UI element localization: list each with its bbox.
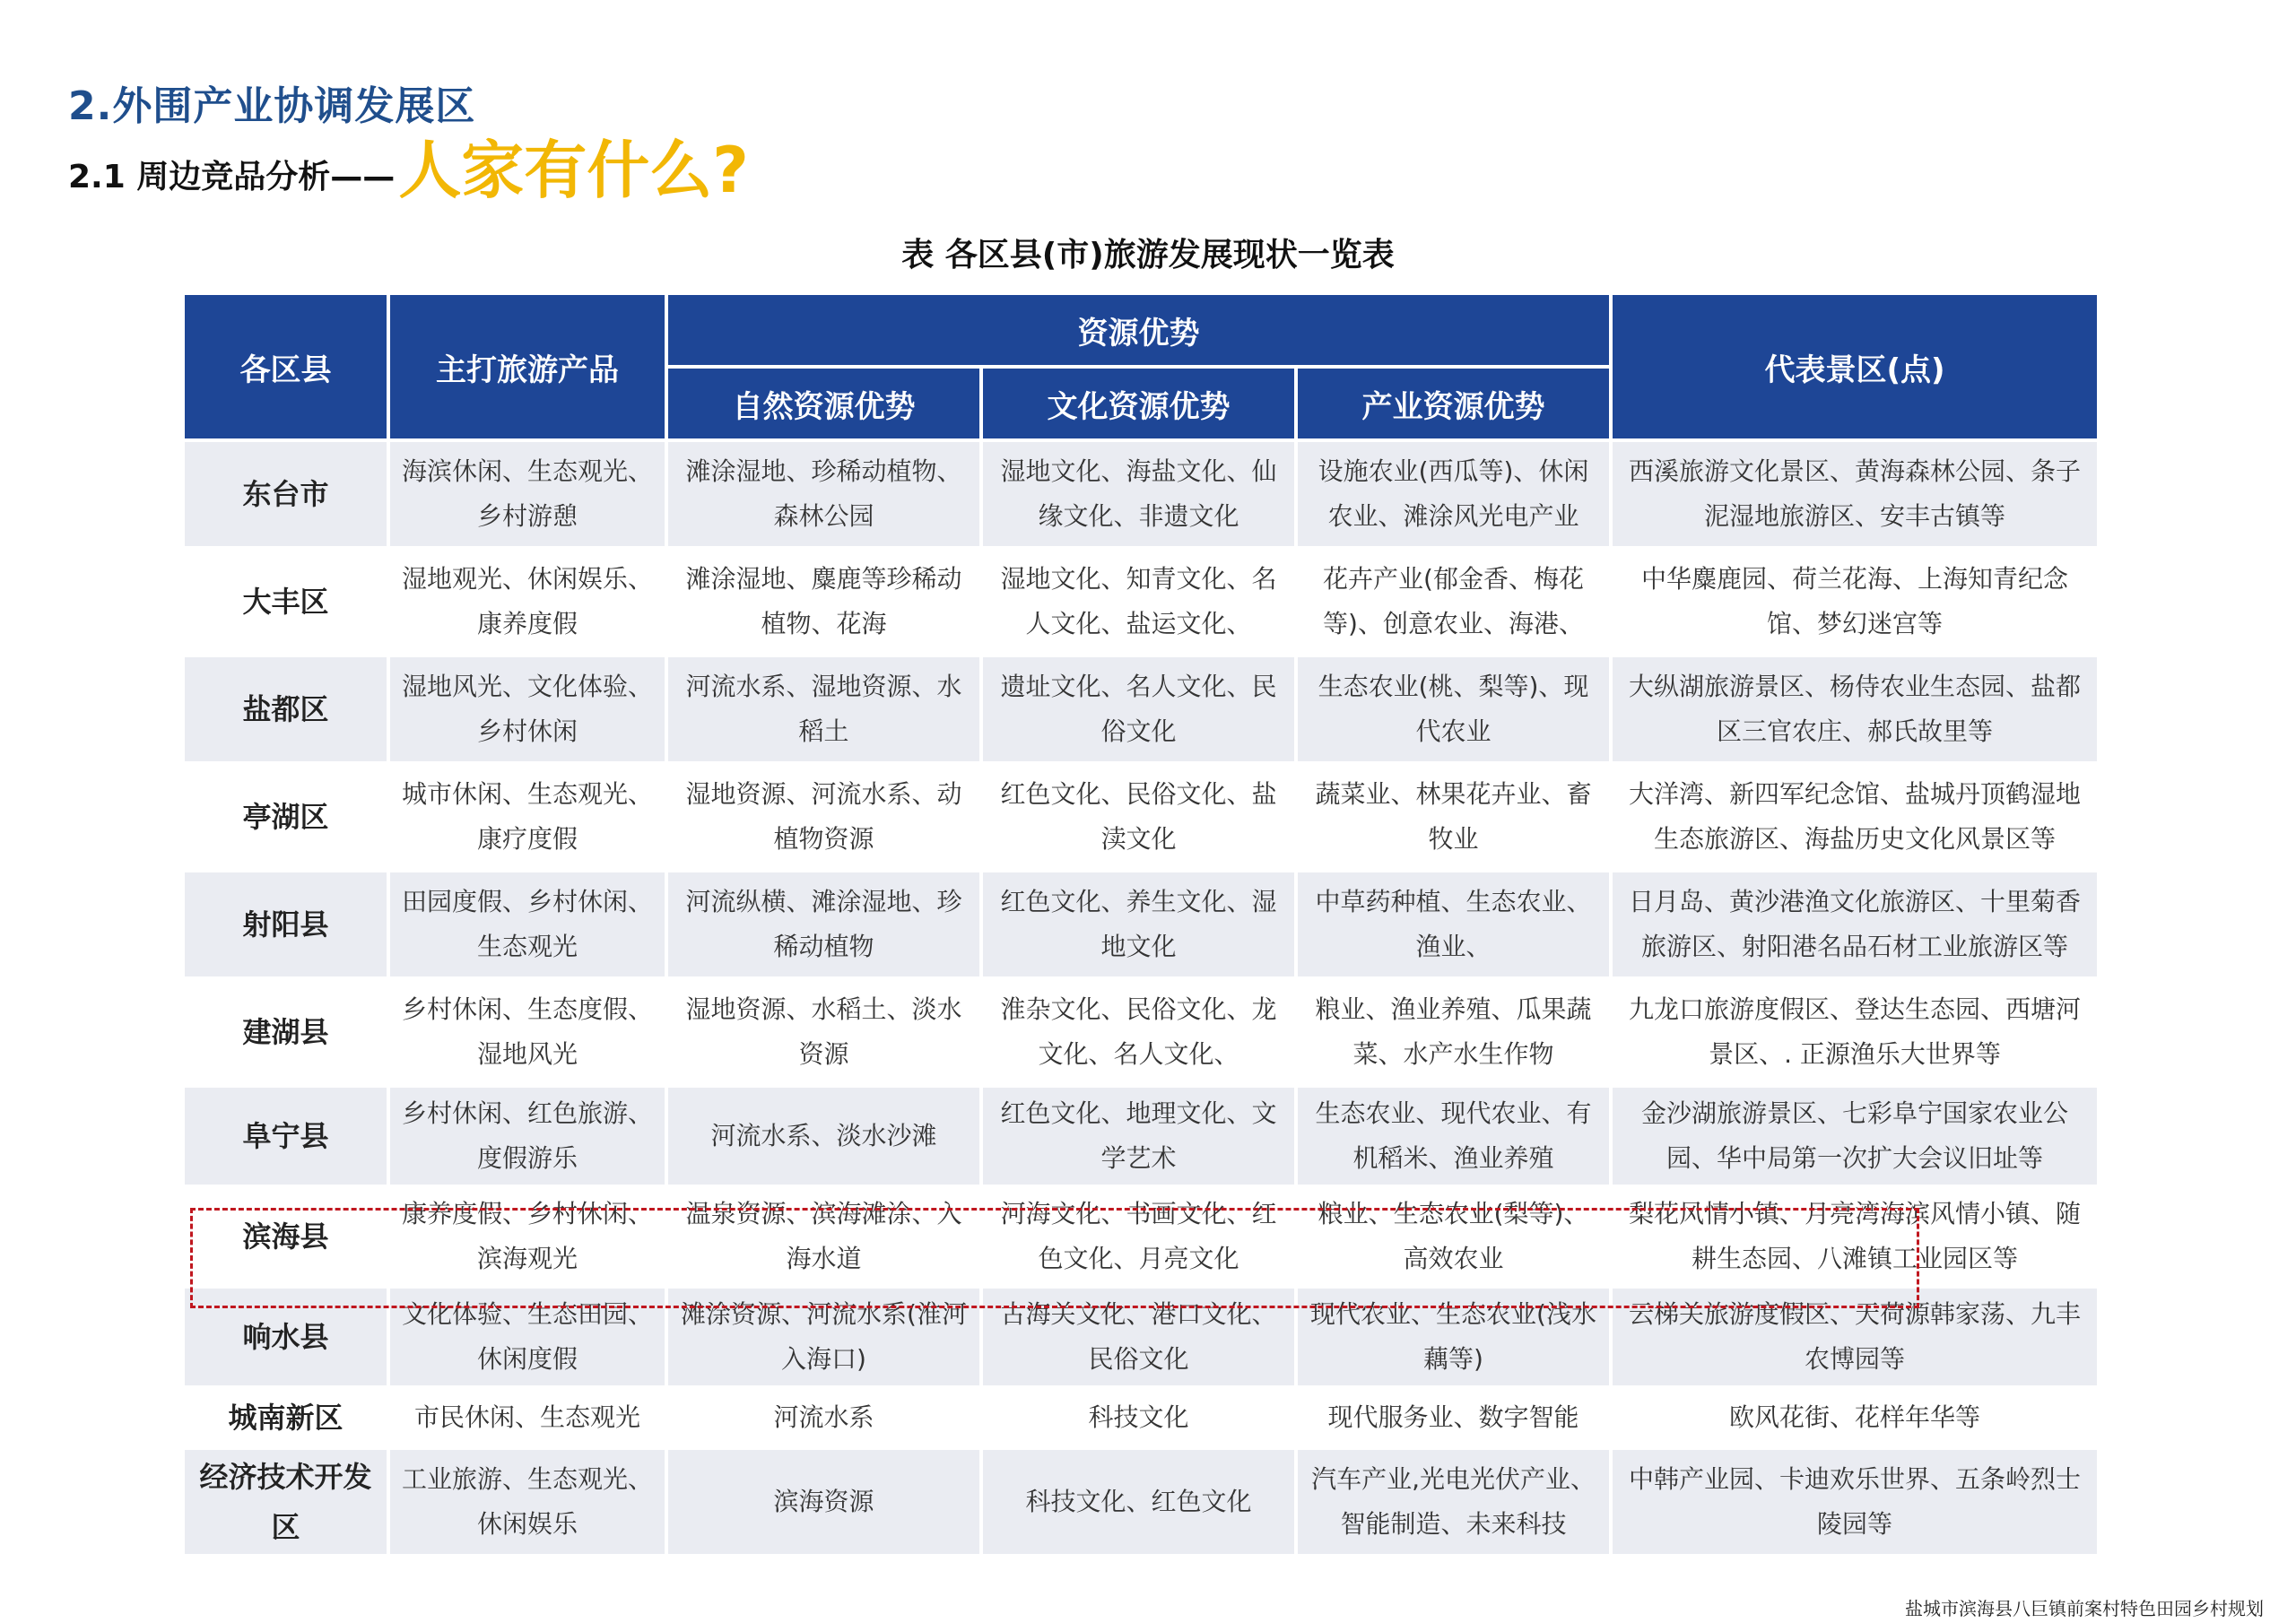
industrial-cell: 粮业、渔业养殖、瓜果蔬菜、水产水生作物 — [1298, 980, 1609, 1084]
industrial-cell: 现代农业、生态农业(浅水藕等) — [1298, 1289, 1609, 1385]
product-cell: 海滨休闲、生态观光、乡村游憩 — [390, 442, 665, 546]
product-cell: 文化体验、生态田园、休闲度假 — [390, 1289, 665, 1385]
product-cell: 市民休闲、生态观光 — [390, 1389, 665, 1446]
spots-cell: 中华麋鹿园、荷兰花海、上海知青纪念馆、梦幻迷宫等 — [1613, 550, 2097, 654]
industrial-cell: 生态农业(桃、梨等)、现代农业 — [1298, 657, 1609, 761]
spots-cell: 云梯关旅游度假区、天荷源韩家荡、九丰农博园等 — [1613, 1289, 2097, 1385]
cultural-cell: 淮杂文化、民俗文化、龙文化、名人文化、 — [983, 980, 1294, 1084]
cultural-cell: 科技文化 — [983, 1389, 1294, 1446]
district-cell: 城南新区 — [185, 1389, 387, 1446]
product-cell: 田园度假、乡村休闲、生态观光 — [390, 872, 665, 976]
table-row — [185, 872, 2097, 976]
cultural-cell: 湿地文化、海盐文化、仙缘文化、非遗文化 — [983, 442, 1294, 546]
spots-cell: 九龙口旅游度假区、登达生态园、西塘河景区、. 正源渔乐大世界等 — [1613, 980, 2097, 1084]
spots-cell: 大纵湖旅游景区、杨侍农业生态园、盐都区三官农庄、郝氏故里等 — [1613, 657, 2097, 761]
cultural-cell: 古海关文化、港口文化、民俗文化 — [983, 1289, 1294, 1385]
district-cell: 亭湖区 — [185, 765, 387, 869]
table-row — [185, 657, 2097, 761]
product-cell: 乡村休闲、红色旅游、度假游乐 — [390, 1088, 665, 1185]
header-resource-advantage: 资源优势 — [668, 295, 1609, 365]
spots-cell: 金沙湖旅游景区、七彩阜宁国家农业公园、华中局第一次扩大会议旧址等 — [1613, 1088, 2097, 1185]
product-cell: 湿地风光、文化体验、乡村休闲 — [390, 657, 665, 761]
natural-cell: 河流水系、湿地资源、水稻土 — [668, 657, 979, 761]
spots-cell: 日月岛、黄沙港渔文化旅游区、十里菊香旅游区、射阳港名品石材工业旅游区等 — [1613, 872, 2097, 976]
subsection-highlight: 人家有什么? — [398, 134, 749, 207]
natural-cell: 河流水系、淡水沙滩 — [668, 1088, 979, 1185]
cultural-cell: 河海文化、书画文化、红色文化、月亮文化 — [983, 1188, 1294, 1285]
cultural-cell: 遗址文化、名人文化、民俗文化 — [983, 657, 1294, 761]
table-row — [185, 550, 2097, 654]
natural-cell: 湿地资源、水稻土、淡水资源 — [668, 980, 979, 1084]
table-row-highlighted — [185, 1188, 2097, 1285]
table-row — [185, 1450, 2097, 1554]
product-cell: 湿地观光、休闲娱乐、康养度假 — [390, 550, 665, 654]
natural-cell: 滩涂湿地、珍稀动植物、森林公园 — [668, 442, 979, 546]
district-cell: 东台市 — [185, 442, 387, 546]
natural-cell: 河流水系 — [668, 1389, 979, 1446]
district-cell: 建湖县 — [185, 980, 387, 1084]
cultural-cell: 科技文化、红色文化 — [983, 1450, 1294, 1554]
tourism-table — [181, 291, 2100, 1558]
district-cell: 经济技术开发区 — [185, 1450, 387, 1554]
district-cell: 滨海县 — [185, 1188, 387, 1285]
product-cell: 康养度假、乡村休闲、滨海观光 — [390, 1188, 665, 1285]
table-row — [185, 1389, 2097, 1446]
spots-cell: 大洋湾、新四军纪念馆、盐城丹顶鹤湿地生态旅游区、海盐历史文化风景区等 — [1613, 765, 2097, 869]
product-cell: 乡村休闲、生态度假、湿地风光 — [390, 980, 665, 1084]
cultural-cell: 红色文化、地理文化、文学艺术 — [983, 1088, 1294, 1185]
header-main-product: 主打旅游产品 — [390, 295, 665, 438]
industrial-cell: 设施农业(西瓜等)、休闲农业、滩涂风光电产业 — [1298, 442, 1609, 546]
natural-cell: 湿地资源、河流水系、动植物资源 — [668, 765, 979, 869]
district-cell: 盐都区 — [185, 657, 387, 761]
header-scenic-spots: 代表景区(点) — [1613, 295, 2097, 438]
table-row — [185, 442, 2097, 546]
table-caption: 表 各区县(市)旅游发展现状一览表 — [901, 237, 1395, 273]
product-cell: 工业旅游、生态观光、休闲娱乐 — [390, 1450, 665, 1554]
natural-cell: 河流纵横、滩涂湿地、珍稀动植物 — [668, 872, 979, 976]
table-row — [185, 765, 2097, 869]
industrial-cell: 生态农业、现代农业、有机稻米、渔业养殖 — [1298, 1088, 1609, 1185]
district-cell: 大丰区 — [185, 550, 387, 654]
industrial-cell: 汽车产业,光电光伏产业、智能制造、未来科技 — [1298, 1450, 1609, 1554]
industrial-cell: 蔬菜业、林果花卉业、畜牧业 — [1298, 765, 1609, 869]
industrial-cell: 现代服务业、数字智能 — [1298, 1389, 1609, 1446]
header-natural: 自然资源优势 — [668, 369, 979, 438]
section-title: 2.外围产业协调发展区 — [68, 83, 476, 129]
cultural-cell: 红色文化、养生文化、湿地文化 — [983, 872, 1294, 976]
table-row — [185, 1088, 2097, 1185]
natural-cell: 温泉资源、滨海滩涂、入海水道 — [668, 1188, 979, 1285]
product-cell: 城市休闲、生态观光、康疗度假 — [390, 765, 665, 869]
table-row — [185, 1289, 2097, 1385]
industrial-cell: 粮业、生态农业(梨等)、高效农业 — [1298, 1188, 1609, 1285]
district-cell: 射阳县 — [185, 872, 387, 976]
industrial-cell: 花卉产业(郁金香、梅花等)、创意农业、海港、 — [1298, 550, 1609, 654]
subsection-prefix: 2.1 周边竞品分析—— — [68, 159, 396, 195]
cultural-cell: 湿地文化、知青文化、名人文化、盐运文化、 — [983, 550, 1294, 654]
footer-project-name: 盐城市滨海县八巨镇前案村特色田园乡村规划 — [1905, 1598, 2264, 1619]
spots-cell: 梨花风情小镇、月亮湾海滨风情小镇、随耕生态园、八滩镇工业园区等 — [1613, 1188, 2097, 1285]
natural-cell: 滩涂湿地、麋鹿等珍稀动植物、花海 — [668, 550, 979, 654]
spots-cell: 中韩产业园、卡迪欢乐世界、五条岭烈士陵园等 — [1613, 1450, 2097, 1554]
cultural-cell: 红色文化、民俗文化、盐渎文化 — [983, 765, 1294, 869]
spots-cell: 西溪旅游文化景区、黄海森林公园、条子泥湿地旅游区、安丰古镇等 — [1613, 442, 2097, 546]
district-cell: 响水县 — [185, 1289, 387, 1385]
header-industrial: 产业资源优势 — [1298, 369, 1609, 438]
spots-cell: 欧风花街、花样年华等 — [1613, 1389, 2097, 1446]
district-cell: 阜宁县 — [185, 1088, 387, 1185]
industrial-cell: 中草药种植、生态农业、渔业、 — [1298, 872, 1609, 976]
subsection-title — [68, 135, 749, 206]
header-district: 各区县 — [185, 295, 387, 438]
table-row — [185, 980, 2097, 1084]
header-cultural: 文化资源优势 — [983, 369, 1294, 438]
natural-cell: 滨海资源 — [668, 1450, 979, 1554]
natural-cell: 滩涂资源、河流水系(淮河入海口) — [668, 1289, 979, 1385]
